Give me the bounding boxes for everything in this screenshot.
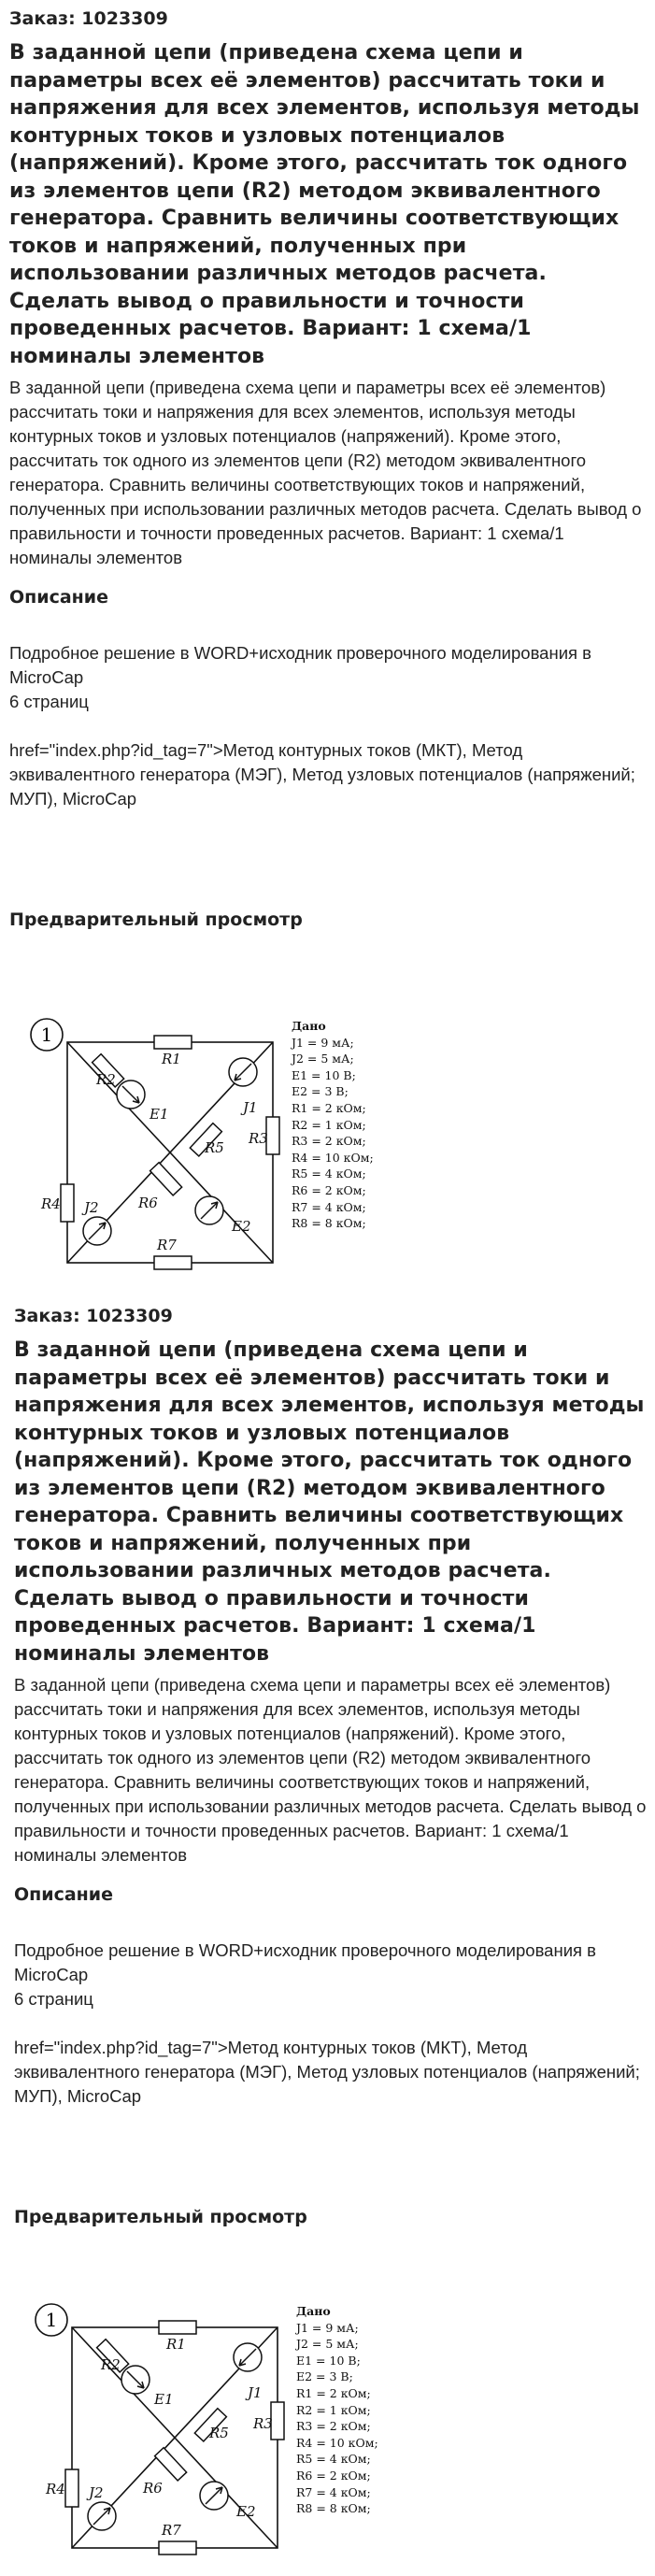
circuit-diagram [14, 2299, 294, 2566]
given-values [292, 1018, 374, 1232]
preview-heading: Предварительный просмотр [14, 2207, 307, 2227]
r3-resistor [266, 1117, 279, 1154]
given-item: E1 = 10 В; [296, 2353, 361, 2368]
r3-resistor [271, 2402, 284, 2440]
order-block-2 [14, 1303, 649, 2227]
r5-label: R5 [209, 2425, 229, 2441]
e1-label: E1 [154, 2391, 174, 2408]
given-item: J2 = 5 мА; [296, 2337, 359, 2352]
r4-resistor [65, 2469, 78, 2507]
given-item: R7 = 4 кОм; [292, 1199, 366, 1214]
given-item: R5 = 4 кОм; [296, 2452, 371, 2467]
given-item: E1 = 10 В; [292, 1067, 356, 1082]
r1-label: R1 [162, 1051, 181, 1067]
given-item: R2 = 1 кОм; [292, 1117, 366, 1132]
r7-resistor [159, 2541, 196, 2555]
r7-label: R7 [162, 2522, 181, 2539]
tags-text: href="index.php?id_tag=7">Метод контурных токов (МКТ), Метод эквивалентного генератора (МЭГ), Метод узловых потенциалов (напряжений; МУП), MicroCap [14, 2038, 640, 2106]
r2-label: R2 [101, 2356, 121, 2373]
given-item: R3 = 2 кОм; [296, 2419, 371, 2434]
circuit-number: 1 [45, 2309, 58, 2331]
given-item: R2 = 1 кОм; [296, 2402, 371, 2417]
description-line-2: 6 страниц [14, 1989, 93, 2009]
e2-label: E2 [232, 1218, 251, 1235]
e2-label: E2 [236, 2503, 256, 2520]
description-line-2: 6 страниц [9, 692, 89, 711]
r7-resistor [154, 1256, 192, 1269]
given-item: J1 = 9 мА; [296, 2320, 359, 2335]
order-title: В заданной цепи (приведена схема цепи и параметры всех её элементов) рассчитать токи и напряжения для всех элементов, используя методы контурных токов и узловых потенциалов (напряжений). Кроме этого, рассчитать ток одного из элементов цепи (R2) методом эквивалентного генератора. Сравнить величины соответствующих токов и напряжений, полученных при использовании различных методов расчета. Сделать вывод о правильности и точности проведенных расчетов. Вариант: 1 схема/1 номиналы элементов [14, 1338, 645, 1666]
order-summary: В заданной цепи (приведена схема цепи и параметры всех её элементов) рассчитать токи и напряжения для всех элементов, используя методы контурных токов и узловых потенциалов (напряжений). Кроме этого, рассчитать ток одного из элементов цепи (R2) методом эквивалентного генератора. Сравнить величины соответствующих токов и напряжений, полученных при использовании различных методов расчета. Сделать вывод о правильности и точности проведенных расчетов. Вариант: 1 схема/1 номиналы элементов [9, 378, 642, 567]
given-item: R4 = 10 кОм; [296, 2435, 378, 2450]
description-heading: Описание [14, 1884, 114, 1905]
r1-label: R1 [166, 2336, 186, 2353]
tags-text: href="index.php?id_tag=7">Метод контурных токов (МКТ), Метод эквивалентного генератора (МЭГ), Метод узловых потенциалов (напряжений; МУП), MicroCap [9, 740, 635, 809]
r4-label: R4 [46, 2481, 65, 2497]
description-line-1: Подробное решение в WORD+исходник проверочного моделирования в MicroCap [9, 643, 592, 687]
j2-label: J2 [89, 2484, 104, 2501]
given-item: R8 = 8 кОм; [292, 1216, 366, 1231]
order-summary: В заданной цепи (приведена схема цепи и параметры всех её элементов) рассчитать токи и напряжения для всех элементов, используя методы контурных токов и узловых потенциалов (напряжений). Кроме этого, рассчитать ток одного из элементов цепи (R2) методом эквивалентного генератора. Сравнить величины соответствующих токов и напряжений, полученных при использовании различных методов расчета. Сделать вывод о правильности и точности проведенных расчетов. Вариант: 1 схема/1 номиналы элементов [14, 1675, 647, 1865]
r1-resistor [154, 1036, 192, 1049]
given-item: J1 = 9 мА; [292, 1035, 354, 1050]
given-item: R1 = 2 кОм; [292, 1100, 366, 1115]
description-line-1: Подробное решение в WORD+исходник проверочного моделирования в MicroCap [14, 1940, 597, 1984]
j2-label: J2 [84, 1199, 99, 1216]
given-heading: Дано [292, 1019, 326, 1033]
order-title: В заданной цепи (приведена схема цепи и параметры всех её элементов) рассчитать токи и напряжения для всех элементов, используя методы контурных токов и узловых потенциалов (напряжений). Кроме этого, рассчитать ток одного из элементов цепи (R2) методом эквивалентного генератора. Сравнить величины соответствующих токов и напряжений, полученных при использовании различных методов расчета. Сделать вывод о правильности и точности проведенных расчетов. Вариант: 1 схема/1 номиналы элементов [9, 41, 640, 368]
r7-label: R7 [157, 1237, 177, 1253]
preview-image-1 [9, 1014, 645, 1285]
e1-label: E1 [150, 1106, 169, 1123]
given-item: R3 = 2 кОм; [292, 1134, 366, 1149]
r3-label: R3 [253, 2415, 273, 2432]
given-item: R6 = 2 кОм; [292, 1182, 366, 1197]
circuit-diagram [9, 1014, 290, 1281]
given-item: R6 = 2 кОм; [296, 2468, 371, 2483]
j1-label: J1 [248, 2384, 263, 2401]
r2-label: R2 [96, 1071, 116, 1088]
r6-resistor [155, 2448, 187, 2481]
description-heading: Описание [9, 587, 109, 608]
r6-label: R6 [138, 1195, 158, 1211]
given-item: J2 = 5 мА; [292, 1052, 354, 1066]
order-block-1 [9, 6, 645, 930]
order-number: Заказ: 1023309 [14, 1306, 173, 1326]
given-item: R1 = 2 кОм; [296, 2385, 371, 2400]
r4-resistor [61, 1184, 74, 1222]
preview-heading: Предварительный просмотр [9, 909, 303, 930]
given-values [296, 2303, 378, 2517]
given-item: E2 = 3 В; [296, 2369, 353, 2384]
order-number: Заказ: 1023309 [9, 8, 168, 29]
given-heading: Дано [296, 2304, 331, 2318]
given-item: R7 = 4 кОм; [296, 2484, 371, 2499]
r4-label: R4 [41, 1195, 61, 1212]
r1-resistor [159, 2321, 196, 2334]
circuit-number: 1 [40, 1023, 53, 1046]
r6-resistor [150, 1163, 182, 1195]
preview-image-2 [14, 2299, 649, 2570]
r6-label: R6 [143, 2480, 163, 2497]
given-item: E2 = 3 В; [292, 1084, 349, 1099]
given-item: R4 = 10 кОм; [292, 1150, 374, 1165]
r3-label: R3 [249, 1130, 268, 1147]
given-item: R5 = 4 кОм; [292, 1166, 366, 1181]
given-item: R8 = 8 кОм; [296, 2501, 371, 2516]
j1-label: J1 [243, 1099, 258, 1116]
r5-label: R5 [205, 1139, 224, 1156]
